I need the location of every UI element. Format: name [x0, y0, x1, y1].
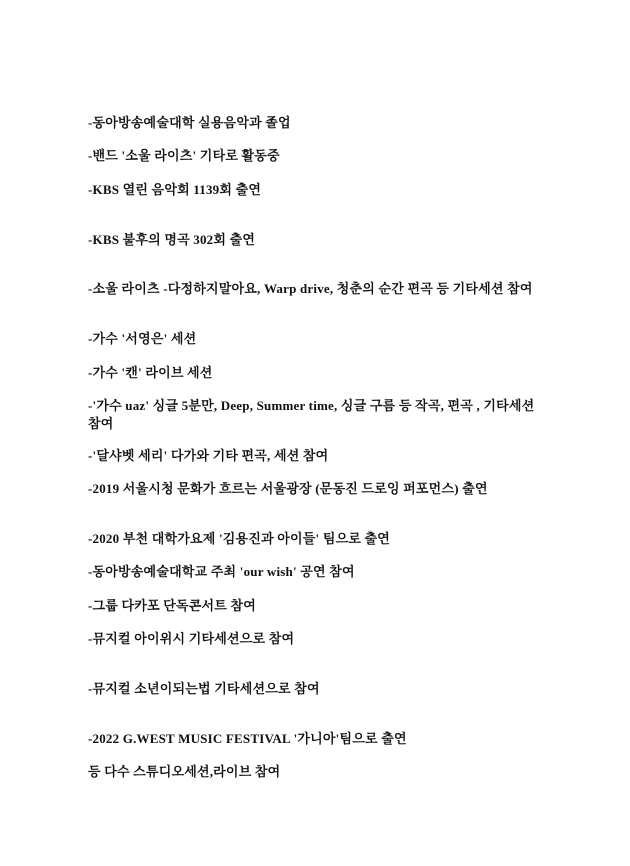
- career-line-17: 등 다수 스튜디오세션,라이브 참여: [88, 764, 281, 779]
- career-line-5: -소울 라이츠 -다정하지말아요, Warp drive, 청춘의 순간 편곡 등 기타세션 참여: [88, 281, 533, 296]
- career-line-4: -KBS 불후의 명곡 302회 출연: [88, 232, 256, 247]
- career-line-10: -2019 서울시청 문화가 흐르는 서울광장 (문동진 드로잉 퍼포먼스) 출연: [88, 481, 488, 496]
- career-line-14: -뮤지컬 아이위시 기타세션으로 참여: [88, 631, 295, 646]
- career-line-6: -가수 '서영은' 세션: [88, 331, 197, 346]
- career-line-7: -가수 '캔' 라이브 세션: [88, 365, 213, 380]
- career-line-1: -동아방송예술대학 실용음악과 졸업: [88, 115, 291, 130]
- career-line-12: -동아방송예술대학교 주최 'our wish' 공연 참여: [88, 564, 355, 579]
- career-line-11: -2020 부천 대학가요제 '김용진과 아이들' 팀으로 출연: [88, 531, 391, 546]
- career-line-2: -밴드 '소울 라이츠' 기타로 활동중: [88, 148, 280, 163]
- career-line-13: -그룹 다카포 단독콘서트 참여: [88, 598, 256, 613]
- career-line-16: -2022 G.WEST MUSIC FESTIVAL '가니아'팀으로 출연: [88, 731, 407, 746]
- career-line-8: -'가수 uaz' 싱글 5분만, Deep, Summer time, 싱글 구름 등 작곡, 편곡 , 기타세션 참여: [88, 398, 535, 431]
- career-line-3: -KBS 열린 음악회 1139회 출연: [88, 182, 262, 197]
- career-line-9: -'달샤벳 세리' 다가와 기타 편곡, 세션 참여: [88, 448, 329, 463]
- career-line-15: -뮤지컬 소년이되는법 기타세션으로 참여: [88, 681, 320, 696]
